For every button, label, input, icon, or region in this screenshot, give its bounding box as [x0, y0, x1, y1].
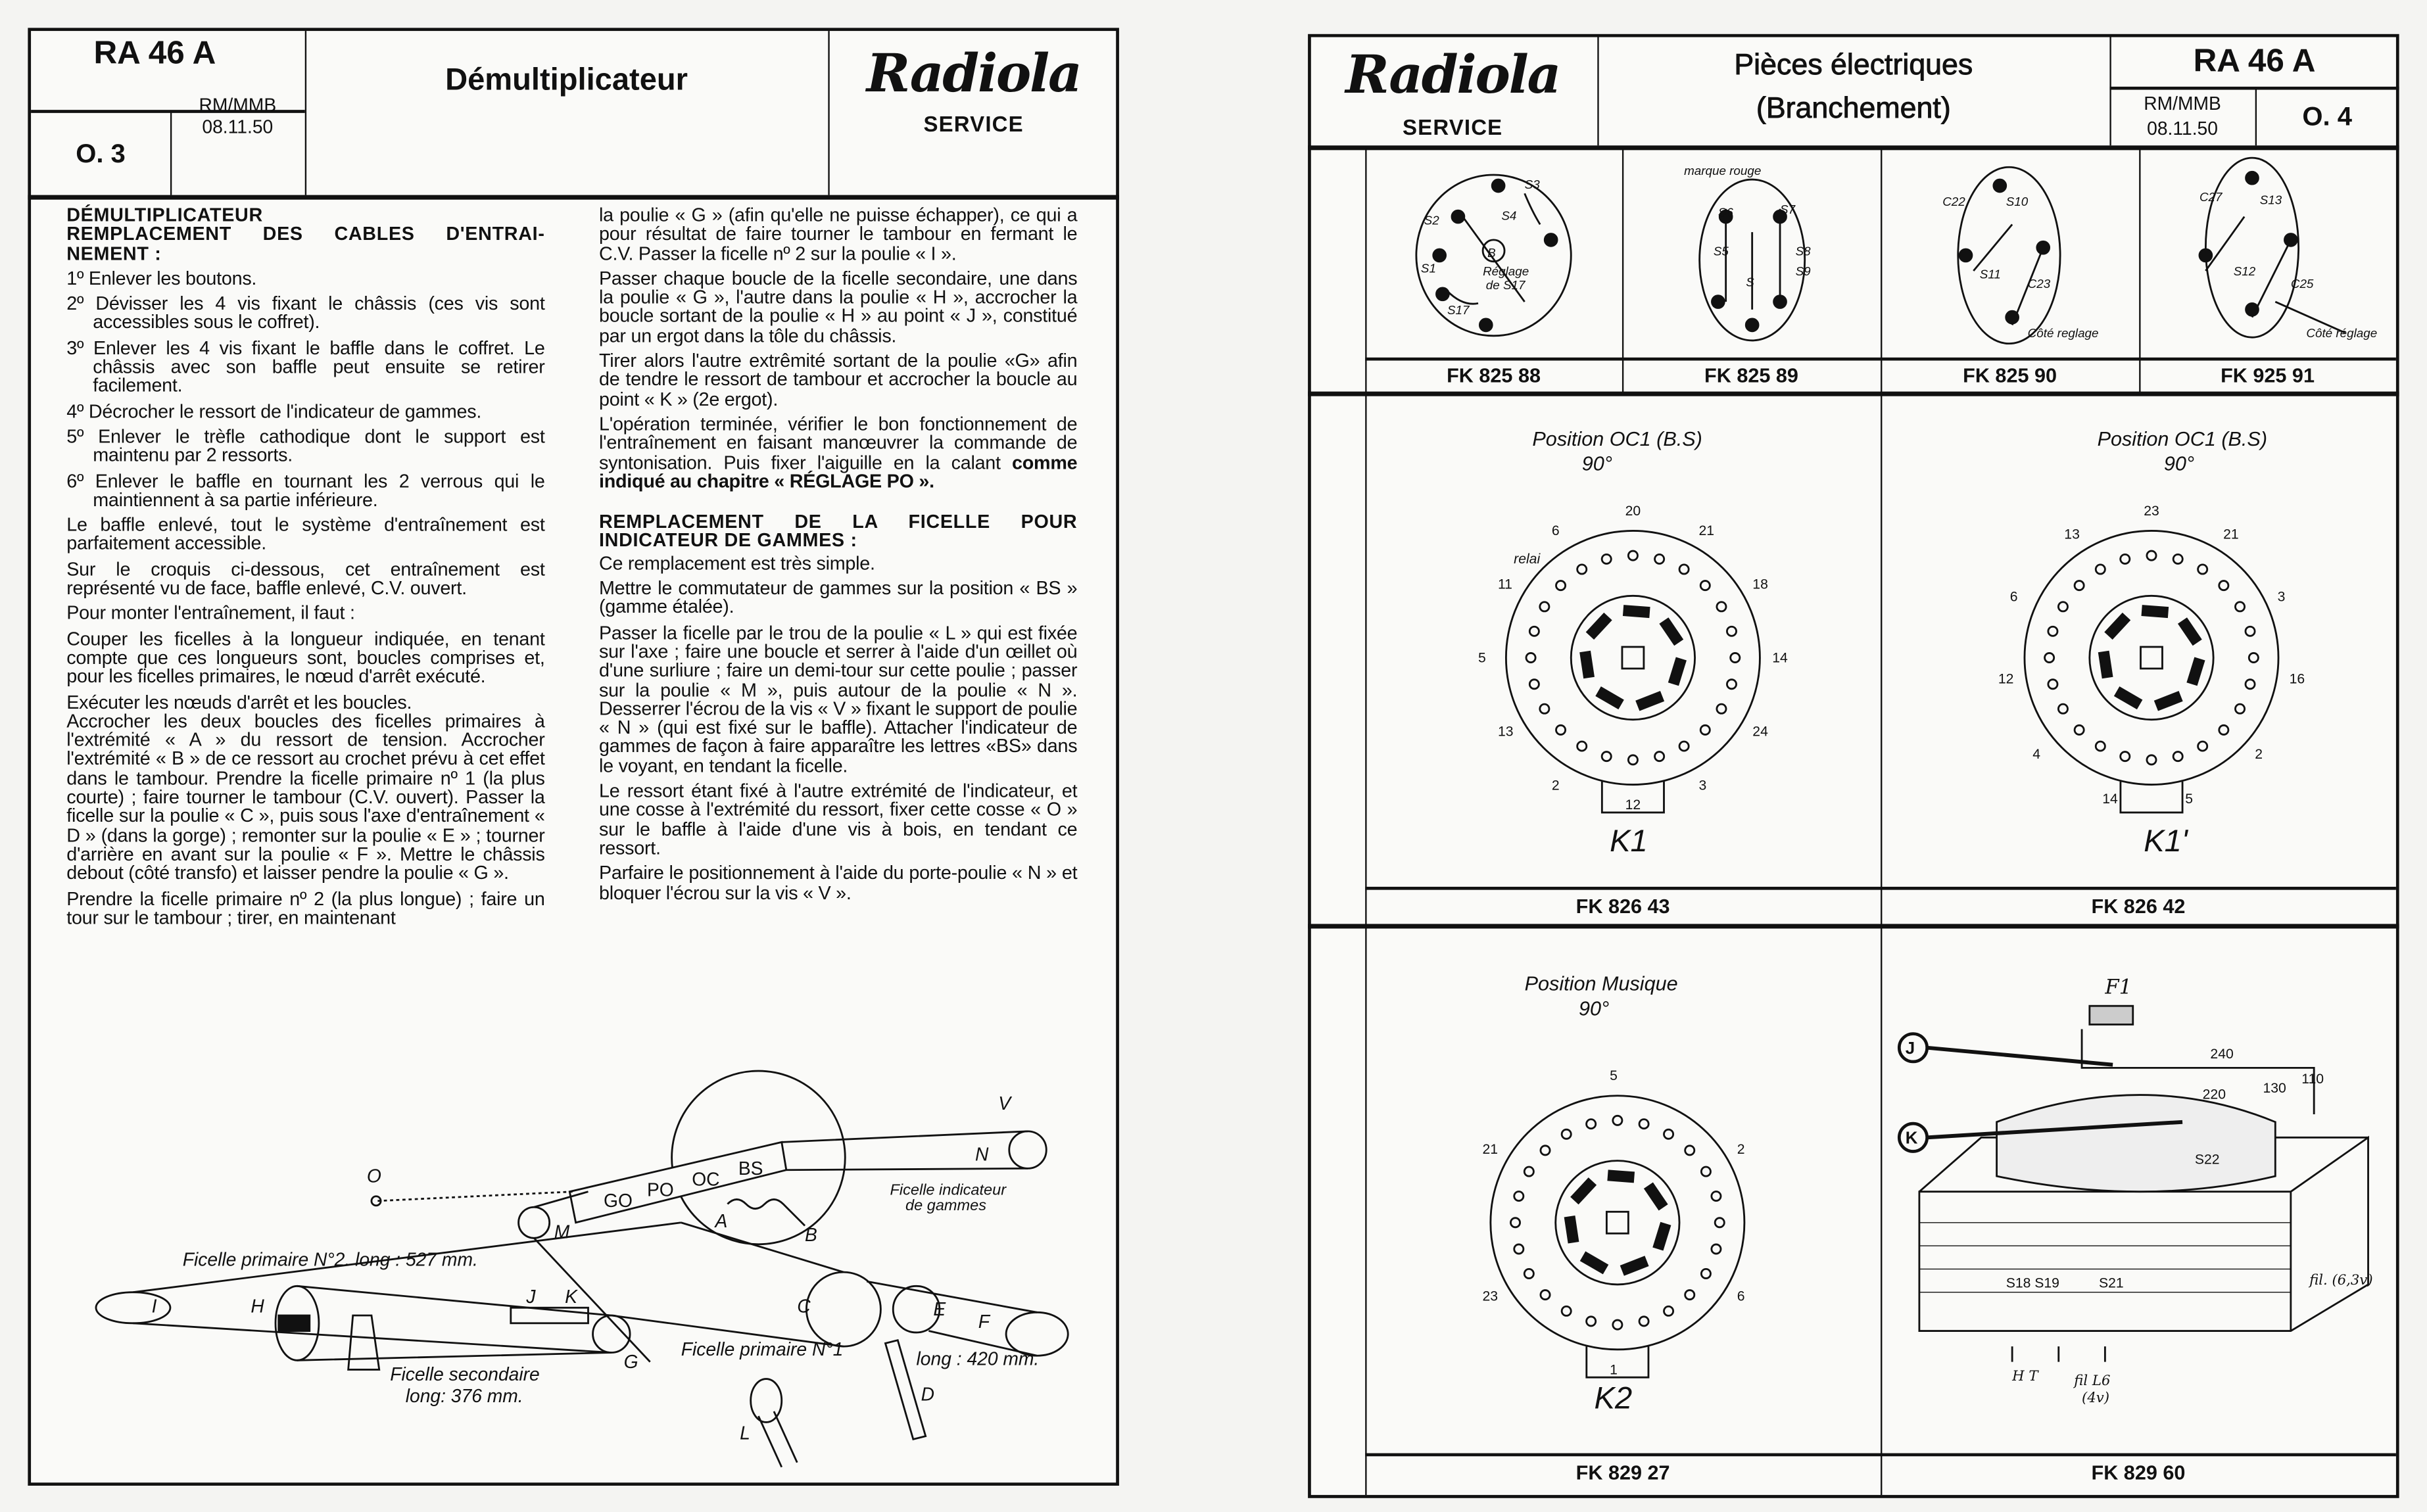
pulley-H-hub	[279, 1315, 310, 1331]
label-C: C	[797, 1295, 811, 1317]
wafer-shaft	[1622, 647, 1644, 669]
dial-label: GO	[604, 1190, 633, 1212]
terminal-label: B	[1487, 245, 1496, 260]
tap-label: 220	[2202, 1087, 2226, 1102]
contact-hole	[2147, 551, 2156, 560]
contact-hole	[2096, 742, 2105, 751]
heading: REMPLACEMENT DE LA FICELLE POUR INDICATEUR DE GAMMES :	[598, 511, 1078, 552]
fuse-F1	[2090, 1006, 2133, 1024]
switch-label: S22	[2194, 1152, 2220, 1168]
contact-number: 2	[1551, 778, 1560, 793]
contact-hole	[1540, 704, 1549, 713]
terminal-dot	[1712, 296, 1724, 308]
radiola-logo: Radiola	[1345, 45, 1560, 107]
contact-number: 2	[2255, 747, 2263, 763]
pulley-C	[806, 1272, 880, 1346]
contact-hole	[2147, 755, 2156, 765]
terminal-dot	[2246, 303, 2259, 316]
contact-hole	[2121, 554, 2130, 563]
contact-hole	[1639, 1120, 1648, 1129]
side-label: Côté reglage	[2027, 326, 2099, 341]
tap-label: 110	[2301, 1071, 2324, 1087]
wafer-shaft	[1606, 1212, 1628, 1233]
part-caption: FK 829 27	[1575, 1461, 1670, 1484]
contact-hole	[1556, 581, 1565, 590]
paragraph: Exécuter les nœuds d'arrêt et les boucles.	[66, 691, 412, 713]
label-N: N	[974, 1143, 989, 1165]
dial-label: BS	[738, 1157, 763, 1179]
contact-hole	[2075, 581, 2084, 590]
pulley-I	[96, 1292, 170, 1323]
contact-hole	[1664, 1129, 1673, 1139]
contact-blade	[1597, 688, 1623, 708]
pulley-L	[751, 1379, 782, 1423]
contact-blade	[1637, 692, 1663, 710]
paragraph: Couper les ficelles à la longueur indiquée, en tenant compte que ces longueurs sont, boucles comprises et, pour les ficelles primaires, le nœud d'arrêt exécuté.	[66, 627, 545, 688]
contact-number: 14	[2102, 791, 2118, 807]
step: 2º Dévisser les 4 vis fixant le châssis (ces vis sont accessibles sous le coffret).	[66, 293, 545, 334]
step: 6º Enlever le baffle en tournant les 2 verrous qui le maintiennent à sa partie inférieure.	[66, 469, 545, 511]
contact-hole	[2096, 565, 2105, 574]
paragraph: Prendre la ficelle primaire nº 2 (la plus longue) ; faire un tour sur le tambour ; tirer, en maintenant	[66, 887, 545, 929]
contact-blade	[1587, 614, 1611, 638]
label-B: B	[805, 1224, 817, 1246]
label-D: D	[921, 1383, 934, 1405]
terminal-label: C22	[1942, 195, 1965, 209]
terminal-label: S4	[1501, 208, 1517, 223]
terminal-label: S12	[2233, 264, 2256, 279]
contact-hole	[2058, 602, 2067, 611]
terminal-label: C27	[2199, 190, 2223, 204]
wafer-outer	[2025, 531, 2278, 784]
contact-blade	[2188, 658, 2204, 684]
contact-number: 13	[2064, 527, 2080, 542]
top-row-labels	[1421, 164, 2377, 340]
date: 08.11.50	[2147, 117, 2218, 139]
axle-L	[758, 1411, 797, 1467]
step: 3º Enlever les 4 vis fixant le baffle dans le coffret. Le châssis avec son baffle peut ensuite se retirer facilement.	[66, 337, 545, 397]
contact-hole	[1712, 1191, 1721, 1200]
label-L: L	[740, 1422, 750, 1444]
terminal-label: S5	[1713, 244, 1729, 258]
wafer-outer	[1506, 531, 1760, 784]
tap-label: 130	[2263, 1081, 2286, 1097]
terminal-label: Réglage	[1483, 264, 1529, 279]
contact-hole	[1514, 1191, 1524, 1200]
part-caption: FK 825 88	[1447, 364, 1541, 387]
filament-l6-label: fil L6	[2074, 1371, 2111, 1388]
terminal-label: S3	[1524, 177, 1540, 192]
paragraph: Tirer alors l'autre extrêmité sortant de la poulie «G» afin de tendre le ressort de tambour et accrocher la boucle au point « K » (2e ergot).	[598, 350, 1078, 410]
contact-number: 18	[1752, 577, 1768, 592]
contact-blade	[2142, 606, 2168, 617]
wafer-fk92591	[2205, 158, 2345, 337]
service-label: SERVICE	[923, 111, 1024, 137]
heading: REMPLACEMENT DES CABLES D'ENTRAI-NEMENT :	[66, 223, 545, 264]
paragraph-text: L'opération terminée, vérifier le bon fonctionnement de l'entraînement en faisant manœuvrer la commande de syntonisation. Puis fixer l'aiguille en la calant	[598, 413, 1078, 473]
radiola-logo: Radiola	[866, 43, 1081, 106]
range-indicator-strip	[569, 1142, 786, 1222]
terminal-label: S1	[1420, 261, 1436, 275]
contact-number: 14	[1772, 650, 1788, 666]
paragraph: la poulie « G » (afin qu'elle ne puisse échapper), ce qui a pour résultat de faire tourner le tambour en fermant le C.V. Passer la ficelle nº 2 sur la poulie « I ».	[598, 204, 1078, 264]
contact-hole	[1602, 554, 1611, 563]
terminal-dot	[2037, 241, 2050, 254]
paragraph: Le baffle enlevé, tout le système d'entraînement est parfaitement accessible.	[66, 513, 545, 555]
page-title: Démultiplicateur	[445, 62, 688, 97]
contact-number: 3	[1698, 778, 1707, 793]
switch-name: K1	[1610, 822, 1648, 858]
contact-hole	[1727, 680, 1736, 689]
contact-number: 6	[1737, 1288, 1745, 1304]
contact-hole	[2048, 626, 2057, 636]
terminal-dot	[1452, 210, 1464, 223]
contact-hole	[1577, 742, 1587, 751]
contact-number: 13	[1497, 724, 1514, 740]
switch-angle: 90°	[1579, 997, 1610, 1020]
switch-name: K2	[1594, 1380, 1633, 1415]
tension-spring	[727, 1199, 805, 1225]
dial-label: PO	[646, 1179, 674, 1200]
contact-hole	[1717, 704, 1726, 713]
label-E: E	[933, 1298, 946, 1320]
contact-number: 2	[1737, 1142, 1745, 1158]
paragraph: Accrocher les deux boucles des ficelles primaires à l'extrémité « A » du ressort de tension. Accrocher l'extrémité « B » de ce ressort au crochet prévu à cet effet dans le tambour. Prendre la ficelle primaire nº 1 (la plus courte) ; faire tourner le tambour (C.V. ouvert). Passer la ficelle sur la poulie « C », puis sous l'axe d'entraînement « D » (dans la gorge) ; remonter sur la poulie « E » ; tourner d'arrière en avant sur la poulie « F ». Mettre le châssis debout (côté transfo) et laisser pendre la poulie « G ».	[66, 710, 545, 884]
indicator-string-label: de gammes	[905, 1196, 987, 1214]
contact-hole	[1655, 752, 1664, 761]
tap-label: 240	[2210, 1047, 2234, 1062]
contact-hole	[1639, 1317, 1648, 1326]
model-number: RA 46 A	[2193, 43, 2316, 80]
contact-hole	[1628, 551, 1637, 560]
contact-number: 5	[1610, 1068, 1618, 1084]
contact-hole	[1628, 755, 1637, 765]
switch-title: Position OC1 (B.S)	[1532, 427, 1702, 450]
contact-hole	[2235, 602, 2244, 611]
contact-number: 16	[2289, 671, 2305, 687]
contact-hole	[1556, 725, 1565, 734]
label-G: G	[623, 1351, 638, 1373]
terminal-K-label: K	[1905, 1129, 1918, 1148]
contact-blade	[1581, 651, 1594, 677]
contact-hole	[1514, 1244, 1524, 1254]
wafer-outer	[1491, 1096, 1744, 1350]
step: 5º Enlever le trèfle cathodique dont le support est maintenu par 2 ressorts.	[66, 425, 545, 467]
contact-number: 23	[2144, 503, 2159, 519]
terminal-dot	[1746, 319, 1758, 331]
terminal-label: S	[1746, 275, 1754, 289]
contact-number: 3	[2277, 589, 2286, 605]
contact-hole	[1727, 626, 1736, 636]
service-label: SERVICE	[1403, 114, 1503, 139]
contact-hole	[1700, 581, 1710, 590]
terminal-dot	[1479, 319, 1492, 331]
terminal-dot	[2284, 233, 2297, 246]
contact-number: 21	[1482, 1142, 1499, 1158]
contact-hole	[1541, 1146, 1550, 1155]
terminal-J-label: J	[1905, 1039, 1915, 1058]
author-code: RM/MMB	[2144, 93, 2221, 115]
contact-hole	[2246, 626, 2255, 636]
contact-hole	[1700, 725, 1710, 734]
contact-number: 24	[1752, 724, 1768, 740]
drive-diagram-labels	[152, 1093, 1040, 1443]
terminal-label: S7	[1780, 202, 1796, 216]
contact-hole	[1529, 626, 1539, 636]
contact-hole	[1577, 565, 1587, 574]
paragraph-bold: comme indiqué au chapitre « RÉGLAGE PO ».	[598, 451, 1078, 492]
paragraph: Mettre le commutateur de gammes sur la position « BS » (gamme étalée).	[598, 577, 1078, 619]
terminal-dot	[1492, 179, 1504, 192]
terminal-dot	[1959, 249, 1972, 262]
contact-hole	[1715, 1218, 1724, 1227]
secondary-label: Ficelle secondaire	[390, 1363, 540, 1384]
filament-label: fil. (6,3v)	[2309, 1271, 2373, 1288]
paragraph: Pour monter l'entraînement, il faut :	[66, 602, 355, 625]
terminal-dot	[1774, 296, 1787, 308]
label-O: O	[366, 1165, 381, 1187]
contact-hole	[1685, 1146, 1694, 1155]
contact-hole	[2249, 653, 2258, 662]
contact-hole	[2219, 581, 2228, 590]
contact-blade	[2155, 692, 2182, 710]
contact-blade	[1581, 1252, 1608, 1273]
date: 08.11.50	[202, 116, 274, 138]
switch-wafers	[1491, 531, 2278, 1377]
model-number: RA 46 A	[93, 35, 216, 72]
indicator-string-label: Ficelle indicateur	[890, 1181, 1007, 1198]
contact-hole	[2048, 680, 2057, 689]
label-V: V	[998, 1092, 1011, 1114]
primary1-length: long : 420 mm.	[916, 1348, 1040, 1369]
contact-number: 6	[1551, 523, 1560, 538]
sheet-number: O. 4	[2302, 102, 2352, 132]
switch-angle: 90°	[1581, 452, 1613, 475]
contact-number: 5	[2185, 791, 2194, 807]
terminal-dot	[2006, 311, 2019, 323]
page-title-line1: Pièces électriques	[1734, 49, 1973, 82]
contact-number: 4	[2032, 747, 2040, 763]
terminal-label: C25	[2290, 276, 2314, 291]
contact-number: 12	[1998, 671, 2014, 687]
contact-hole	[2045, 653, 2054, 662]
contact-blade	[2105, 614, 2129, 638]
page-title-line2: (Branchement)	[1756, 93, 1951, 126]
contact-hole	[1712, 1244, 1721, 1254]
contact-hole	[1510, 1218, 1520, 1227]
terminal-label: S9	[1795, 264, 1811, 279]
contact-number: 11	[1497, 577, 1512, 592]
contact-hole	[1540, 602, 1549, 611]
contact-number: 21	[2223, 527, 2239, 542]
relay-label: relai	[1514, 551, 1541, 567]
contact-numbers	[1478, 504, 2305, 1378]
wafer-tab	[2121, 782, 2182, 813]
terminal-dot	[2199, 249, 2212, 262]
contact-blade	[2179, 619, 2201, 644]
switch-title: Position Musique	[1524, 972, 1678, 995]
author-code: RM/MMB	[199, 94, 277, 116]
terminal-dot	[1436, 288, 1449, 300]
contact-blade	[1654, 1223, 1670, 1250]
contact-blade	[1572, 1179, 1595, 1203]
contact-hole	[1701, 1167, 1710, 1176]
contact-hole	[1602, 752, 1611, 761]
terminal-dot	[1994, 179, 2006, 192]
contact-blade	[1660, 619, 1682, 644]
part-caption: FK 825 89	[1704, 364, 1798, 387]
side-label: Côté réglage	[2306, 326, 2378, 341]
switch-label: S18 S19	[2006, 1275, 2059, 1291]
part-caption: FK 825 90	[1963, 364, 2057, 387]
terminal-label: S10	[2006, 195, 2029, 209]
switch-angle: 90°	[2163, 452, 2195, 475]
pulley-N	[1009, 1131, 1046, 1168]
pulley-M	[519, 1207, 550, 1238]
fuse-label: F1	[2105, 976, 2132, 999]
spring	[377, 1192, 573, 1201]
contact-hole	[2246, 680, 2255, 689]
contact-blade	[1565, 1217, 1578, 1242]
contact-hole	[1562, 1129, 1571, 1139]
contact-blade	[1623, 606, 1649, 617]
part-caption: FK 826 43	[1575, 894, 1670, 918]
contact-hole	[2173, 752, 2182, 761]
contact-hole	[2219, 725, 2228, 734]
contact-hole	[1613, 1116, 1622, 1125]
label-I: I	[151, 1295, 157, 1317]
primary2-label: Ficelle primaire N°2. long : 527 mm.	[182, 1248, 478, 1270]
contact-hole	[1587, 1317, 1596, 1326]
terminal-label: S11	[1979, 267, 2001, 281]
paragraph: Parfaire le positionnement à l'aide du porte-poulie « N » et bloquer l'écrou sur la vis « V ».	[598, 862, 1078, 903]
label-J: J	[526, 1286, 536, 1308]
contact-blade	[1670, 658, 1686, 684]
contact-hole	[1524, 1269, 1533, 1278]
contact-hole	[2198, 742, 2207, 751]
contact-hole	[1685, 1290, 1694, 1300]
terminal-dot	[2246, 172, 2259, 184]
contact-hole	[2198, 565, 2207, 574]
contact-hole	[1731, 653, 1740, 662]
part-caption: FK 826 42	[2091, 894, 2186, 918]
switch-name: K1'	[2144, 822, 2188, 858]
terminal-label: S13	[2259, 193, 2282, 207]
paragraph: Le ressort étant fixé à l'autre extrémité de l'indicateur, et une cosse à l'extrémité du ressort, fixer cette cosse « O » sur le baffle à l'aide d'une vis à bois, en tendant ce ressort.	[598, 780, 1078, 859]
label-A: A	[715, 1210, 728, 1231]
switch-title: Position OC1 (B.S)	[2097, 427, 2268, 450]
terminal-label: S8	[1795, 244, 1811, 258]
contact-blade	[1645, 1183, 1667, 1209]
contact-hole	[1562, 1306, 1571, 1315]
switch-label: S21	[2098, 1275, 2124, 1291]
primary1-label: Ficelle primaire N°1	[681, 1338, 844, 1360]
heading: DÉMULTIPLICATEUR	[66, 204, 263, 226]
filament-l6-voltage: (4v)	[2082, 1388, 2110, 1406]
bracket	[348, 1315, 379, 1369]
contact-number: 23	[1482, 1288, 1499, 1304]
contact-hole	[2121, 752, 2130, 761]
paragraph: Ce remplacement est très simple.	[598, 552, 875, 574]
label-F: F	[978, 1310, 990, 1332]
contact-number: 6	[2009, 589, 2018, 605]
label-K: K	[565, 1286, 578, 1308]
ht-label: H T	[2012, 1367, 2038, 1384]
terminal-label: S6	[1718, 205, 1733, 220]
terminal-label: S17	[1447, 302, 1470, 317]
contact-blade	[1622, 1257, 1648, 1275]
contact-hole	[1524, 1167, 1533, 1176]
wafer-shaft	[2141, 647, 2163, 669]
contact-hole	[1613, 1320, 1622, 1329]
terminal-label: C23	[2027, 276, 2051, 291]
contact-hole	[2173, 554, 2182, 563]
contact-hole	[2058, 704, 2067, 713]
contact-number: 12	[1625, 797, 1641, 813]
contact-hole	[1679, 742, 1689, 751]
paragraph: Sur le croquis ci-dessous, cet entraînement est représenté vu de face, baffle enlevé, C.V. ouvert.	[66, 558, 545, 600]
secondary-length: long: 376 mm.	[405, 1384, 523, 1406]
contact-blade	[2099, 651, 2112, 677]
contact-hole	[1541, 1290, 1550, 1300]
label-H: H	[251, 1295, 264, 1317]
step: 1º Enlever les boutons.	[66, 268, 257, 289]
contact-number: 1	[1610, 1362, 1618, 1378]
step: 4º Décrocher le ressort de l'indicateur de gammes.	[66, 400, 482, 422]
part-caption: FK 829 60	[2091, 1461, 2186, 1484]
contact-hole	[2235, 704, 2244, 713]
contact-hole	[1587, 1120, 1596, 1129]
contact-hole	[1701, 1269, 1710, 1278]
contact-number: 5	[1478, 650, 1486, 666]
contact-blade	[1608, 1171, 1634, 1182]
contact-hole	[1529, 680, 1539, 689]
terminal-dots	[1433, 172, 2297, 331]
contact-hole	[2075, 725, 2084, 734]
label-M: M	[554, 1221, 570, 1242]
contact-hole	[1664, 1306, 1673, 1315]
contact-number: 21	[1698, 523, 1715, 538]
contact-hole	[1526, 653, 1535, 662]
contact-blade	[2115, 688, 2142, 708]
contact-hole	[1679, 565, 1689, 574]
paragraph: Passer la ficelle par le trou de la poulie « L » qui est fixée sur l'axe ; faire une boucle et serrer à l'aide d'un œillet où d'une surliure ; faire un demi-tour sur cette poulie ; passer sur la poulie « M », puis autour de la poulie « N ». Desserrer l'écrou de la vis « V » fixant le support de poulie « N » (qui est fixé sur le baffle). Attacher l'indicateur de gammes de façon à faire apparaître les lettres «BS» dans le voyant, en tendant la ficelle.	[598, 621, 1078, 777]
terminal-dot	[1545, 233, 1557, 246]
terminal-label: de S17	[1485, 278, 1526, 293]
marker-label: marque rouge	[1684, 164, 1762, 178]
sheet-number: O. 3	[76, 139, 126, 169]
dial-label: OC	[692, 1168, 720, 1190]
terminal-dot	[1433, 249, 1446, 262]
contact-hole	[1717, 602, 1726, 611]
contact-hole	[1655, 554, 1664, 563]
terminal-label: S2	[1424, 213, 1439, 227]
transformer-drawing	[1899, 1006, 2368, 1361]
part-caption: FK 925 91	[2221, 364, 2315, 387]
contact-number: 20	[1625, 503, 1641, 519]
paragraph: Passer chaque boucle de la ficelle secondaire, une dans la poulie « G », l'autre dans la poulie « H », accrocher la boucle sortant de la poulie « H » au point « J », constitué par un ergot dans la tôle du châssis.	[598, 268, 1078, 346]
